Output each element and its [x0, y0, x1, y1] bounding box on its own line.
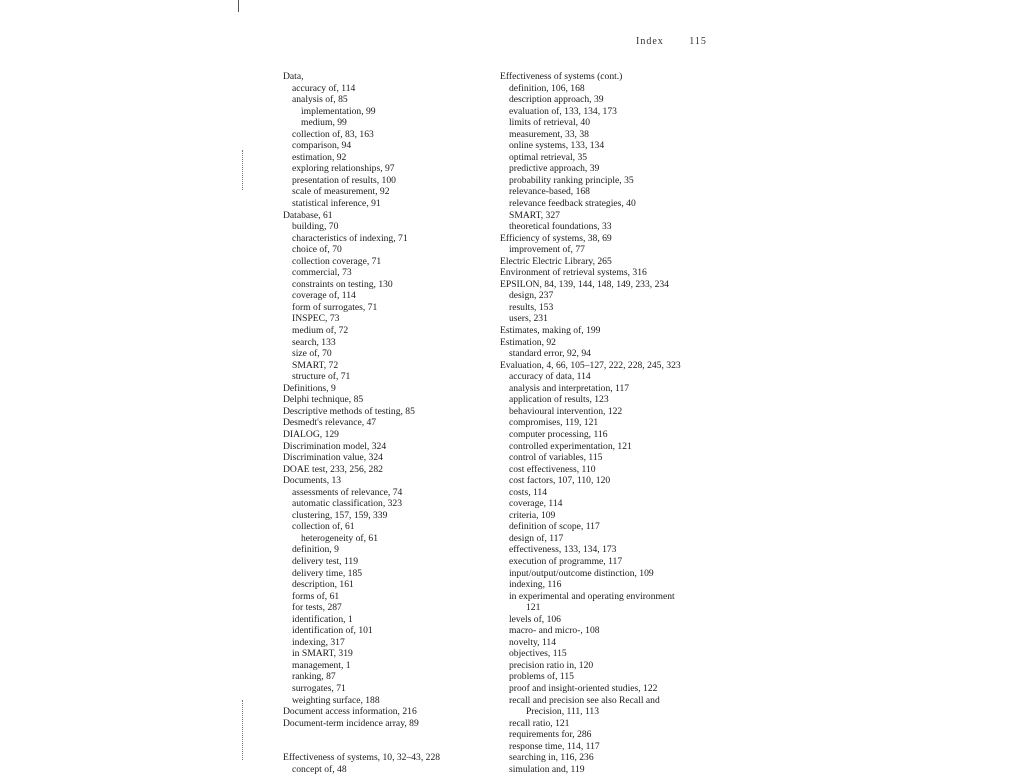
index-heading: Definitions, 9: [283, 382, 336, 394]
index-subentry: definition, 106, 168: [509, 82, 585, 94]
index-subentry: indexing, 116: [509, 579, 562, 591]
index-subentry: 121: [526, 602, 541, 614]
index-subentry: objectives, 115: [509, 648, 567, 660]
index-column-left: [283, 71, 440, 775]
index-subentry: presentation of results, 100: [292, 174, 396, 186]
index-subentry: online systems, 133, 134: [509, 140, 605, 152]
index-heading: DIALOG, 129: [283, 428, 339, 440]
index-subentry: novelty, 114: [509, 636, 556, 648]
index-subentry: control of variables, 115: [509, 452, 603, 464]
margin-mark: [238, 0, 239, 12]
index-subentry: levels of, 106: [509, 613, 561, 625]
index-subentry: constraints on testing, 130: [292, 278, 393, 290]
index-subentry: assessments of relevance, 74: [292, 486, 403, 498]
index-heading: Effectiveness of systems, 10, 32–43, 228: [283, 752, 441, 764]
index-heading: Estimation, 92: [500, 336, 556, 348]
index-subentry: limits of retrieval, 40: [509, 117, 590, 129]
index-subentry: definition, 9: [292, 544, 339, 556]
running-header: [636, 36, 707, 47]
index-subentry: precision ratio in, 120: [509, 659, 594, 671]
index-subentry: controlled experimentation, 121: [509, 440, 632, 452]
index-subentry: probability ranking principle, 35: [509, 174, 634, 186]
index-subentry: evaluation of, 133, 134, 173: [509, 105, 617, 117]
index-subentry: accuracy of data, 114: [509, 371, 591, 383]
index-subentry: heterogeneity of, 61: [301, 532, 378, 544]
index-subentry: identification, 1: [292, 613, 353, 625]
index-subentry: collection coverage, 71: [292, 255, 382, 267]
index-subentry: execution of programme, 117: [509, 555, 623, 567]
index-subentry: SMART, 327: [509, 209, 560, 221]
index-subentry: medium, 99: [301, 117, 347, 129]
index-subentry: results, 153: [509, 301, 554, 313]
index-subentry: concept of, 48: [292, 763, 347, 775]
index-heading: Data,: [283, 71, 304, 82]
index-subentry: in SMART, 319: [292, 648, 353, 660]
index-subentry: analysis of, 85: [292, 94, 348, 106]
index-subentry: users, 231: [509, 313, 548, 325]
index-heading: Estimates, making of, 199: [500, 325, 601, 337]
index-heading: Effectiveness of systems (cont.): [500, 71, 623, 82]
index-subentry: search, 133: [292, 336, 336, 348]
index-subentry: requirements for, 286: [509, 729, 592, 741]
index-heading: EPSILON, 84, 139, 144, 148, 149, 233, 234: [500, 278, 669, 290]
index-subentry: identification of, 101: [292, 625, 373, 637]
index-subentry: coverage, 114: [509, 498, 563, 510]
index-subentry: definition of scope, 117: [509, 521, 600, 533]
index-subentry: ranking, 87: [292, 671, 336, 683]
index-subentry: indexing, 317: [292, 636, 345, 648]
index-subentry: form of surrogates, 71: [292, 301, 378, 313]
margin-dots: [242, 150, 244, 190]
index-subentry: delivery test, 119: [292, 555, 358, 567]
index-subentry: computer processing, 116: [509, 428, 608, 440]
index-subentry: problems of, 115: [509, 671, 574, 683]
index-subentry: application of results, 123: [509, 394, 609, 406]
index-heading: Electric Electric Library, 265: [500, 255, 612, 267]
index-subentry: exploring relationships, 97: [292, 163, 395, 175]
index-heading: Discrimination model, 324: [283, 440, 387, 452]
page-number: 115: [689, 36, 707, 47]
index-subentry: coverage of, 114: [292, 290, 356, 302]
index-subentry: design of, 117: [509, 532, 564, 544]
index-subentry: description approach, 39: [509, 94, 604, 106]
index-heading: Descriptive methods of testing, 85: [283, 405, 415, 417]
index-subentry: weighting surface, 188: [292, 694, 380, 706]
index-subentry: effectiveness, 133, 134, 173: [509, 544, 617, 556]
index-subentry: standard error, 92, 94: [509, 348, 591, 360]
index-subentry: characteristics of indexing, 71: [292, 232, 408, 244]
index-subentry: recall and precision see also Recall and: [509, 694, 660, 706]
index-subentry: size of, 70: [292, 348, 332, 360]
index-subentry: behavioural intervention, 122: [509, 405, 623, 417]
index-subentry: cost factors, 107, 110, 120: [509, 475, 611, 487]
index-heading: Desmedt's relevance, 47: [283, 417, 377, 429]
index-subentry: delivery time, 185: [292, 567, 363, 579]
index-subentry: management, 1: [292, 659, 351, 671]
index-subentry: commercial, 73: [292, 267, 352, 279]
index-subentry: comparison, 94: [292, 140, 352, 152]
index-heading: DOAE test, 233, 256, 282: [283, 463, 383, 475]
index-subentry: choice of, 70: [292, 244, 342, 256]
index-subentry: building, 70: [292, 221, 339, 233]
index-subentry: structure of, 71: [292, 371, 351, 383]
index-subentry: costs, 114: [509, 486, 548, 498]
index-subentry: searching in, 116, 236: [509, 752, 594, 764]
index-subentry: accuracy of, 114: [292, 82, 356, 94]
index-subentry: estimation, 92: [292, 151, 347, 163]
index-subentry: input/output/outcome distinction, 109: [509, 567, 654, 579]
header-title: Index: [636, 36, 664, 47]
index-subentry: automatic classification, 323: [292, 498, 403, 510]
index-subentry: collection of, 61: [292, 521, 355, 533]
index-subentry: SMART, 72: [292, 359, 339, 371]
index-subentry: measurement, 33, 38: [509, 128, 589, 140]
index-gap: [283, 729, 440, 752]
index-subentry: theoretical foundations, 33: [509, 221, 612, 233]
index-subentry: recall ratio, 121: [509, 717, 570, 729]
index-subentry: INSPEC, 73: [292, 313, 340, 325]
index-heading: Document access information, 216: [283, 706, 417, 718]
index-subentry: macro- and micro-, 108: [509, 625, 600, 637]
index-heading: Database, 61: [283, 209, 333, 221]
index-subentry: simulation and, 119: [509, 763, 585, 775]
index-heading: Environment of retrieval systems, 316: [500, 267, 647, 279]
index-subentry: clustering, 157, 159, 339: [292, 509, 388, 521]
index-heading: Evaluation, 4, 66, 105–127, 222, 228, 245, 323: [500, 359, 681, 371]
index-subentry: response time, 114, 117: [509, 740, 600, 752]
margin-dots: [242, 700, 244, 760]
index-subentry: optimal retrieval, 35: [509, 151, 588, 163]
index-subentry: statistical inference, 91: [292, 198, 381, 210]
index-heading: Efficiency of systems, 38, 69: [500, 232, 612, 244]
index-subentry: medium of, 72: [292, 325, 349, 337]
index-subentry: design, 237: [509, 290, 554, 302]
index-subentry: analysis and interpretation, 117: [509, 382, 630, 394]
index-subentry: in experimental and operating environment: [509, 590, 675, 602]
index-heading: Delphi technique, 85: [283, 394, 364, 406]
index-subentry: for tests, 287: [292, 602, 342, 614]
index-subentry: relevance-based, 168: [509, 186, 590, 198]
index-subentry: description, 161: [292, 579, 354, 591]
index-subentry: proof and insight-oriented studies, 122: [509, 682, 658, 694]
index-subentry: implementation, 99: [301, 105, 376, 117]
index-subentry: predictive approach, 39: [509, 163, 600, 175]
index-subentry: surrogates, 71: [292, 682, 346, 694]
index-heading: Discrimination value, 324: [283, 452, 383, 464]
index-heading: Documents, 13: [283, 475, 342, 487]
index-subentry: collection of, 83, 163: [292, 128, 374, 140]
index-subentry: forms of, 61: [292, 590, 340, 602]
index-subentry: improvement of, 77: [509, 244, 585, 256]
index-heading: Document-term incidence array, 89: [283, 717, 419, 729]
index-subentry: cost effectiveness, 110: [509, 463, 596, 475]
index-subentry: compromises, 119, 121: [509, 417, 599, 429]
index-subentry: scale of measurement, 92: [292, 186, 390, 198]
index-subentry: Precision, 111, 113: [526, 706, 600, 718]
index-column-right: [500, 71, 681, 775]
index-subentry: relevance feedback strategies, 40: [509, 198, 636, 210]
index-subentry: criteria, 109: [509, 509, 556, 521]
